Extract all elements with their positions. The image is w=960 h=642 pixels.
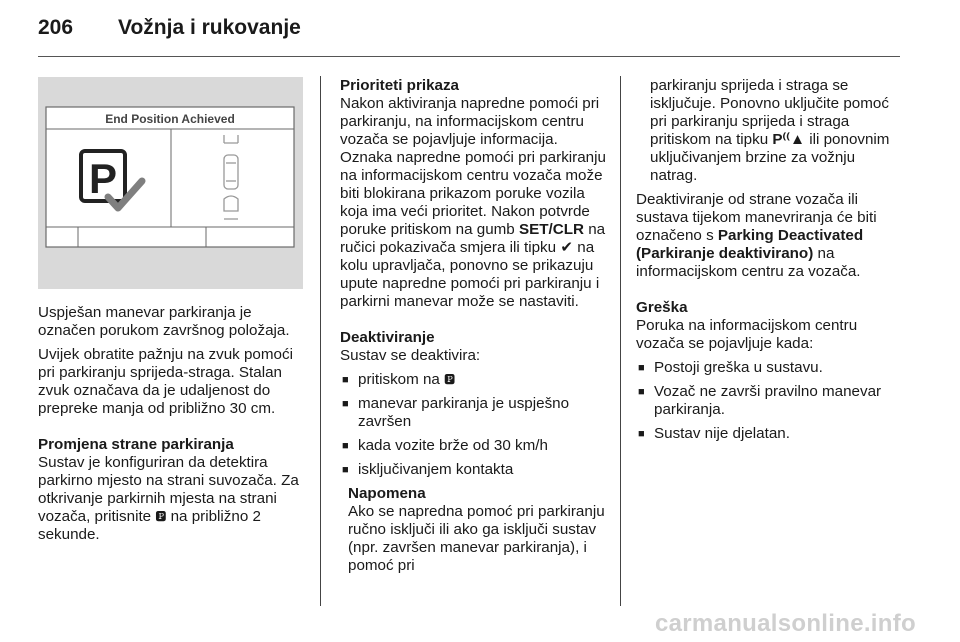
list-item: ■ manevar parkiranja je uspješno završen [340, 395, 608, 431]
watermark: carmanualsonline.info [654, 610, 916, 637]
error-intro: Poruka na informacijskom centru vozača se pojavljuje kada: [636, 317, 858, 352]
parking-button-icon: 🅿︎ [444, 374, 456, 386]
column-divider-2 [620, 76, 621, 606]
paragraph-sound: Uvijek obratite pažnju na zvuk pomoći pri parkiranju sprijeda-straga. Stalan zvuk označava da je udaljenost do prepreke manja od približno 30 cm. [38, 346, 293, 417]
paragraph-priorities: Nakon aktiviranja napredne pomoći pri parkiranju, na informacijskom centru vozača se pojavljuje informacija. Oznaka napredne pomoći pri parkiranju na informacijskom centru vozača može biti blokirana prikazom poruke vozila koja ima veći prioritet. Nakon potvrde poruke pritiskom na gumb SET/CLR na ručici pokazivača smjera ili tipku ✔ na kolu upravljača, ponovno se prikazuju upute napredne pomoći pri parkiranju i parkirni manevar može se nastaviti. [340, 95, 606, 310]
parking-button-icon: 🅿︎ [155, 511, 167, 523]
parking-p-icon [81, 151, 125, 202]
page-number: 206 [38, 16, 74, 39]
paragraph-driver-deactivation: Deaktiviranje od strane vozača ili sustava tijekom manevriranja će biti označeno s Parking Deactivated (Parkiranje deaktivirano) na informacijskom centru za vozača. [636, 191, 877, 280]
park-assist-key-icon: P⁽⁽▲ [772, 131, 806, 148]
list-item: ■ Vozač ne završi pravilno manevar parkiranja. [636, 383, 904, 419]
list-item: ■ kada vozite brže od 30 km/h [340, 437, 608, 455]
note-text: Ako se napredna pomoć pri parkiranju ručno isključi ili ako ga isključi sustav (npr. završen manevar parkiranja), i pomoć pri [348, 503, 605, 574]
paragraph-continuation: parkiranju sprijeda i straga se isključuje. Ponovno uključite pomoć pri parkiranju sprijeda i straga pritiskom na tipku P⁽⁽▲ ili ponovnim uključivanjem brzine za vožnju natrag. [650, 77, 890, 184]
svg-text:P: P [88, 155, 118, 202]
note-title: Napomena [348, 485, 426, 502]
deactivation-intro: Sustav se deaktivira: [340, 347, 481, 364]
display-illustration [38, 77, 303, 289]
paragraph-side-change: Sustav je konfiguriran da detektira parkirno mjesto na strani suvozača. Za otkrivanje parkirnih mjesta na strani vozača, pritisnite 🅿︎ na približno 2 sekunde. [38, 454, 299, 543]
heading-side-change: Promjena strane parkiranja [38, 436, 234, 453]
display-figure [38, 77, 303, 289]
header-rule [38, 56, 900, 57]
heading-error: Greška [636, 299, 688, 316]
list-item: ■ isključivanjem kontakta [340, 461, 608, 479]
paragraph-success: Uspješan manevar parkiranja je označen porukom završnog položaja. [38, 304, 290, 339]
page-title: Vožnja i rukovanje [118, 16, 301, 39]
list-item: ■ pritiskom na 🅿︎ [340, 371, 608, 389]
display-title: End Position Achieved [105, 112, 235, 126]
heading-priorities: Prioriteti prikaza [340, 77, 460, 94]
column-2 [340, 77, 608, 581]
check-key-icon: ✔ [560, 239, 574, 256]
error-list [636, 359, 904, 443]
list-item: ■ Postoji greška u sustavu. [636, 359, 904, 377]
list-item: ■ Sustav nije djelatan. [636, 425, 904, 443]
column-divider-1 [320, 76, 321, 606]
heading-deactivation: Deaktiviranje [340, 329, 435, 346]
column-3 [636, 77, 904, 449]
deactivation-list [340, 371, 608, 479]
column-1 [38, 304, 308, 550]
note-box [340, 485, 608, 575]
